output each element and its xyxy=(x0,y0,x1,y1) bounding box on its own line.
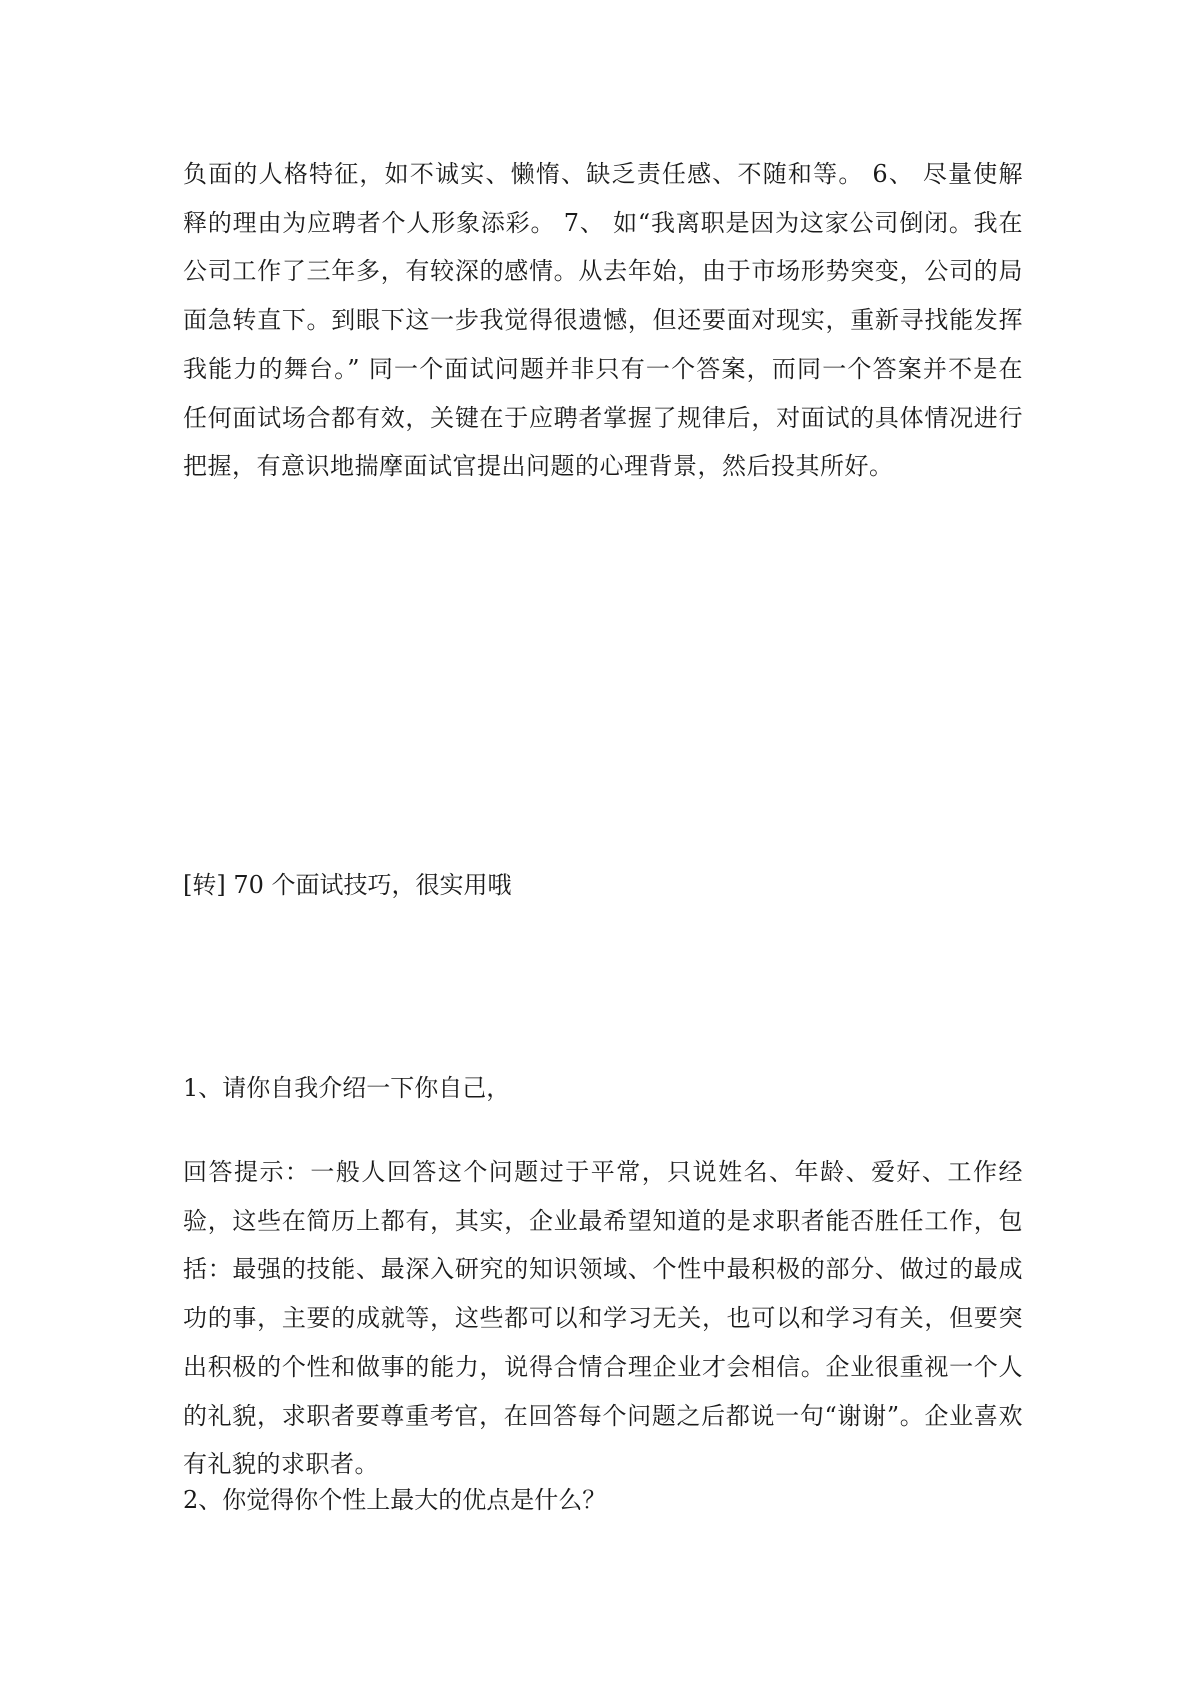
section-title: [转] 70 个面试技巧，很实用哦 xyxy=(183,871,512,899)
question-1: 1、请你自我介绍一下你自己， xyxy=(183,1074,511,1102)
answer-1-paragraph: 回答提示：一般人回答这个问题过于平常，只说姓名、年龄、爱好、工作经验，这些在简历上都有，其实，企业最希望知道的是求职者能否胜任工作，包括：最强的技能、最深入研究的知识领域、个性中最积极的部分、做过的最成功的事，主要的成就等，这些都可以和学习无关，也可以和学习有关，但要突出积极的个性和做事的能力，说得合情合理企业才会相信。企业很重视一个人的礼貌，求职者要尊重考官，在回答每个问题之后都说一句“谢谢”。企业喜欢有礼貌的求职者。 xyxy=(183,1158,1023,1479)
intro-paragraph: 负面的人格特征，如不诚实、懒惰、缺乏责任感、不随和等。 6、 尽量使解释的理由为应聘者个人形象添彩。 7、 如“我离职是因为这家公司倒闭。我在公司工作了三年多，有较深的感情。从去年始，由于市场形势突变，公司的局面急转直下。到眼下这一步我觉得很遗憾，但还要面对现实，重新寻找能发挥我能力的舞台。” 同一个面试问题并非只有一个答案，而同一个答案并不是在任何面试场合都有效，关键在于应聘者掌握了规律后，对面试的具体情况进行把握，有意识地揣摩面试官提出问题的心理背景，然后投其所好。 xyxy=(183,160,1023,481)
question-2: 2、你觉得你个性上最大的优点是什么？ xyxy=(183,1486,607,1514)
